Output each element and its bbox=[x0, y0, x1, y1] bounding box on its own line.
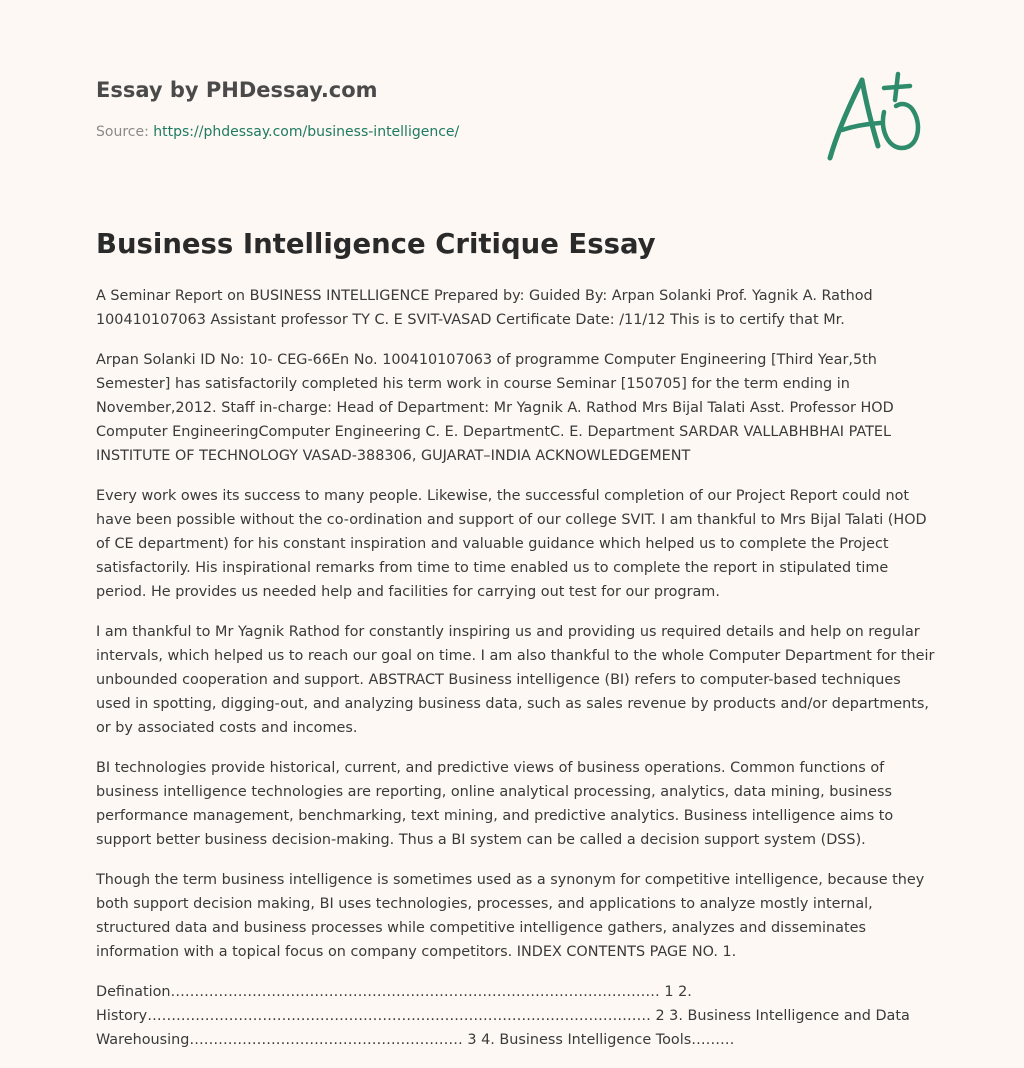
source-label: Source: bbox=[96, 124, 149, 140]
source-link[interactable]: https://phdessay.com/business-intelligence/ bbox=[153, 124, 460, 140]
a-plus-grade-logo-icon bbox=[822, 68, 930, 164]
article-paragraph: Arpan Solanki ID No: 10- CEG-66En No. 100410107063 of programme Computer Engineering [Third Year,5th Semester] has satisfactorily completed his term work in course Seminar [150705] for the term ending in November,2012. Staff in-charge: Head of Department: Mr Yagnik A. Rathod Mrs Bijal Talati Asst. Professor HOD Computer EngineeringComputer Engineering C. E. DepartmentC. E. Department SARDAR VALLABHBHAI PATEL INSTITUTE OF TECHNOLOGY VASAD-388306, GUJARAT–INDIA ACKNOWLEDGEMENT bbox=[96, 352, 894, 464]
source-line bbox=[96, 122, 696, 142]
article-paragraph: Defination………………………………………………………………………………………… 1 2. History…………………………………………………………………………………………… 2 3. Business Intelligence and Data Warehousing………………………………………………… 3 4. Business Intelligence Tools……… bbox=[96, 984, 910, 1048]
article-title: Business Intelligence Critique Essay bbox=[96, 228, 656, 260]
article-body bbox=[96, 284, 936, 1068]
article-paragraph: A Seminar Report on BUSINESS INTELLIGENCE Prepared by: Guided By: Arpan Solanki Prof. Yagnik A. Rathod 100410107063 Assistant professor TY C. E SVIT-VASAD Certificate Date: /11/12 This is to certify that Mr. bbox=[96, 288, 873, 328]
article-paragraph: I am thankful to Mr Yagnik Rathod for constantly inspiring us and providing us required details and help on regular intervals, which helped us to reach our goal on time. I am also thankful to the whole Computer Department for their unbounded cooperation and support. ABSTRACT Business intelligence (BI) refers to computer-based techniques used in spotting, digging-out, and analyzing business data, such as sales revenue by products and/or departments, or by associated costs and incomes. bbox=[96, 624, 935, 736]
article-paragraph: Though the term business intelligence is sometimes used as a synonym for competitive intelligence, because they both support decision making, BI uses technologies, processes, and applications to analyze mostly internal, structured data and business processes while competitive intelligence gathers, analyzes and disseminates information with a topical focus on company competitors. INDEX CONTENTS PAGE NO. 1. bbox=[96, 872, 925, 960]
article-paragraph: BI technologies provide historical, current, and predictive views of business operations. Common functions of business intelligence technologies are reporting, online analytical processing, analytics, data mining, business performance management, benchmarking, text mining, and predictive analytics. Business intelligence aims to support better business decision-making. Thus a BI system can be called a decision support system (DSS). bbox=[96, 760, 894, 848]
site-brand: Essay by PHDessay.com bbox=[96, 78, 378, 102]
article-paragraph: Every work owes its success to many people. Likewise, the successful completion of our Project Report could not have been possible without the co-ordination and support of our college SVIT. I am thankful to Mrs Bijal Talati (HOD of CE department) for his constant inspiration and valuable guidance which helped us to complete the Project satisfactorily. His inspirational remarks from time to time enabled us to complete the report in stipulated time period. He provides us needed help and facilities for carrying out test for our program. bbox=[96, 488, 927, 600]
site-header bbox=[96, 76, 696, 142]
